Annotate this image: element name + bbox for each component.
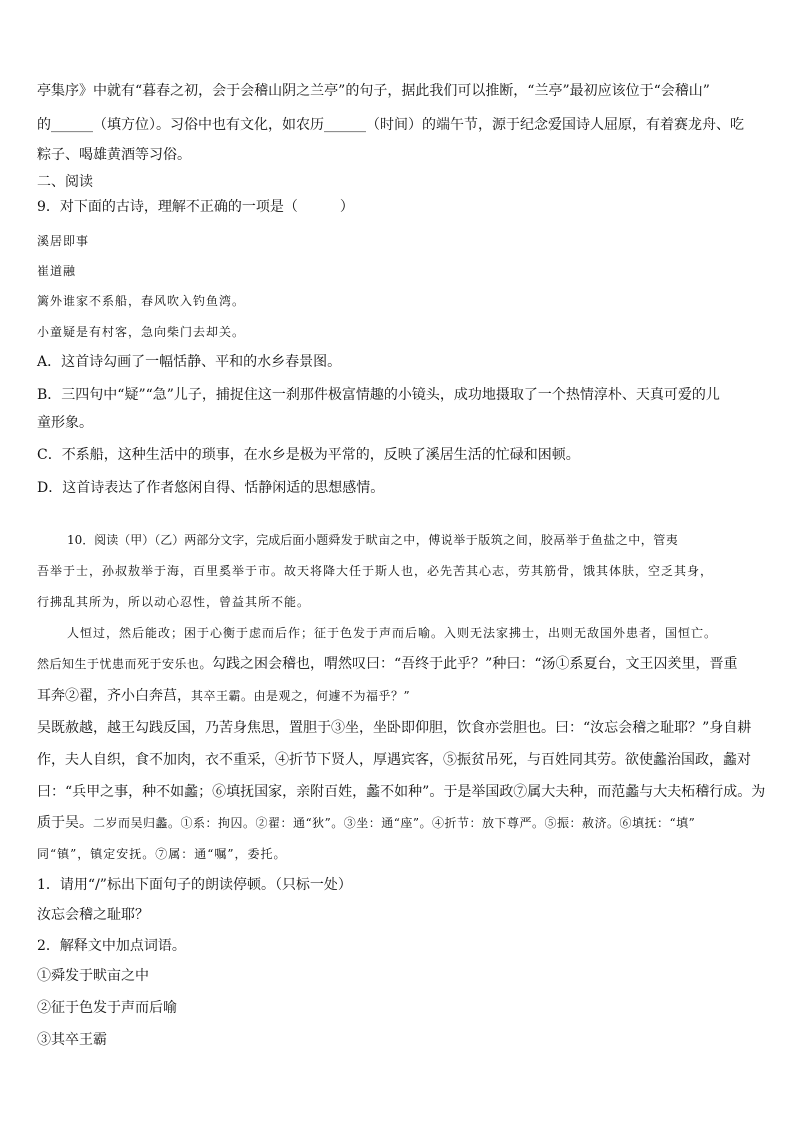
passage-b-start: 勾践之困会稽也，喟然叹曰：“吾终于此乎？”种曰：“汤①系夏台，文王囚羑里，晋重 [212, 656, 738, 672]
poem-title: 溪居即事 [37, 234, 90, 248]
subquestion-2-item-2: ②征于色发于声而后喻 [37, 1000, 177, 1016]
poem-line-2: 小童疑是有村客，急向柴门去却关。 [37, 325, 246, 339]
passage-a-text: 舜发于畎亩之中，傅说举于版筑之间，胶鬲举于鱼盐之中，管夷 [328, 533, 679, 547]
intro-line-2: 的______（填方位）。习俗中也有文化，如农历______（时间）的端午节，源于纪念爱国诗人屈原，有着赛龙舟、吃 [37, 117, 744, 133]
q10-line-1 [67, 530, 754, 550]
subquestion-2: 2．解释文中加点词语。 [37, 938, 186, 954]
passage-b-line-7: 吴既赦越，越王勾践反国，乃苦身焦思，置胆于③坐，坐卧即仰胆，饮食亦尝胆也。曰：“汝忘会稽之耻耶？”身自耕 [37, 720, 752, 736]
subquestion-2-item-3: ③其卒王霸 [37, 1032, 107, 1048]
q10-line-5 [37, 654, 754, 674]
q10-instruction: 10．阅读（甲）（乙）两部分文字，完成后面小题 [67, 533, 329, 547]
subquestion-2-item-1: ①舜发于畎亩之中 [37, 968, 149, 984]
q9-option-c: C．不系船，这种生活中的琐事，在水乡是极为平常的，反映了溪居生活的忙碌和困顿。 [37, 447, 580, 463]
q9-option-d: D．这首诗表达了作者悠闲自得、恬静闲适的思想感情。 [37, 480, 385, 496]
q10-line-10 [37, 813, 754, 833]
passage-b-line-8: 作，夫人自织，食不加肉，衣不重采，④折节下贤人，厚遇宾客，⑤振贫吊死，与百姓同其劳。欲使蠡治国政，蠡对 [37, 752, 751, 768]
subquestion-1-sentence: 汝忘会稽之耻耶？ [37, 907, 149, 923]
passage-a-line-4: 人恒过，然后能改；困于心衡于虑而后作；征于色发于声而后喻。入则无法家拂士，出则无敌国外患者，国恒亡。 [67, 626, 718, 640]
poem-line-1: 篱外谁家不系船，春风吹入钓鱼湾。 [37, 294, 246, 308]
q9-option-b-line-2: 童形象。 [37, 415, 93, 431]
passage-b-text-b: 其卒王霸。由是观之，何遽不为福乎？” [191, 689, 411, 703]
passage-b-end: 质于吴。 [37, 815, 93, 831]
q9-option-b-line-1: B．三四句中“疑”“急”儿子，捕捉住这一刹那件极富情趣的小镜头，成功地摄取了一个热情淳朴、天真可爱的儿 [37, 387, 720, 403]
passage-a-end: 然后知生于忧患而死于安乐也。 [37, 657, 213, 671]
intro-line-1: 亭集序》中就有“暮春之初，会于会稽山阴之兰亭”的句子，据此我们可以推断，“兰亭”最初应该位于“会稽山” [37, 83, 710, 99]
passage-a-line-2: 吾举于士，孙叔敖举于海，百里奚举于市。故天将降大任于斯人也，必先苦其心志，劳其筋骨，饿其体肤，空乏其身， [37, 564, 714, 578]
section-heading: 二、阅读 [37, 174, 93, 190]
footnotes-text: 二岁而吴归蠡。①系：拘囚。②翟：通“狄”。③坐：通“座”。④折节：放下尊严。⑤振：赦济。⑥填抚：“填” [93, 816, 696, 830]
q9-stem: 9．对下面的古诗，理解不正确的一项是（ ） [37, 199, 354, 215]
passage-b-text: 耳奔②翟，齐小白奔莒， [37, 688, 191, 704]
footnotes-line-2: 同“镇”，镇定安抚。⑦属：通“嘱”，委托。 [37, 847, 287, 861]
intro-line-3: 粽子、喝雄黄酒等习俗。 [37, 147, 191, 163]
passage-a-line-3: 行拂乱其所为，所以动心忍性，曾益其所不能。 [37, 595, 311, 609]
passage-b-line-9: 曰：“兵甲之事，种不如蠡；⑥填抚国家，亲附百姓，蠡不如种”。于是举国政⑦属大夫种，而范蠡与大夫柘稽行成。为 [37, 784, 766, 800]
poem-author: 崔道融 [37, 264, 77, 278]
subquestion-1: 1．请用“/”标出下面句子的朗读停顿。（只标一处） [37, 877, 352, 893]
q10-line-6 [37, 686, 754, 706]
q9-option-a: A．这首诗勾画了一幅恬静、平和的水乡春景图。 [37, 354, 342, 370]
